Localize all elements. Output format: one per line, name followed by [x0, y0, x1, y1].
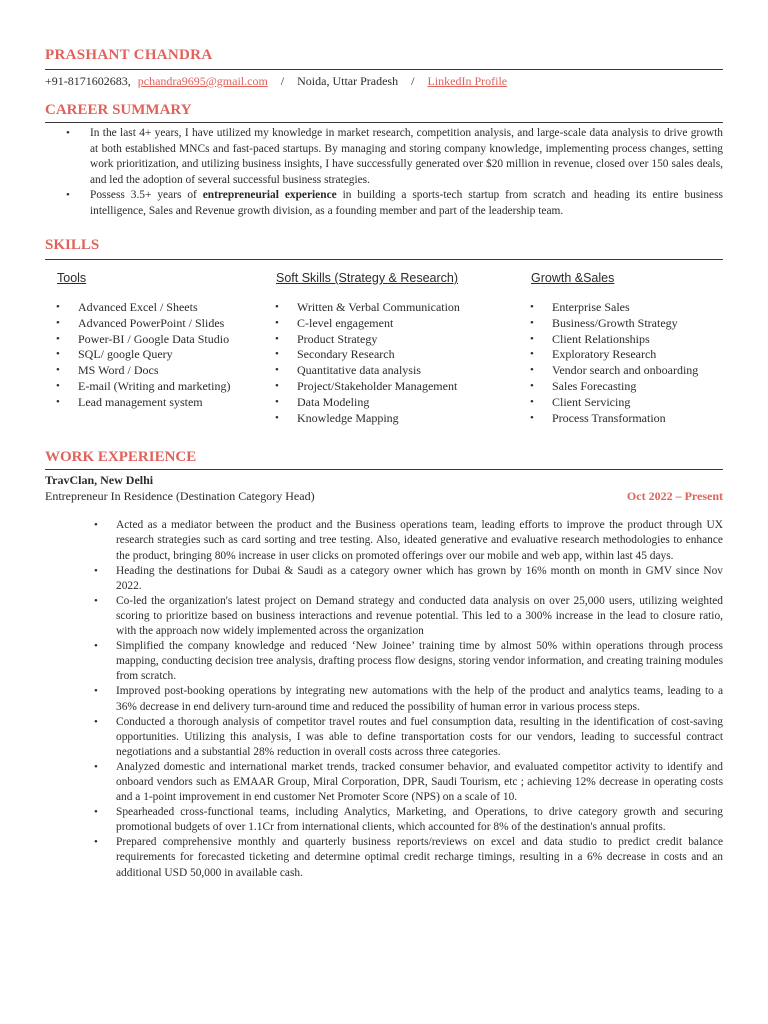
summary-emphasis: entrepreneurial experience — [202, 189, 337, 201]
skill-item: • Knowledge Mapping — [264, 411, 519, 427]
section-title-career-summary: CAREER SUMMARY — [45, 102, 192, 118]
divider — [45, 69, 723, 70]
resume-page — [45, 45, 723, 881]
skills-column-title: Growth &Sales — [531, 271, 615, 285]
skill-item: • Written & Verbal Communication — [264, 300, 519, 316]
job-header — [45, 472, 723, 504]
experience-bullet: • Acted as a mediator between the product and the Business operations team, leading efforts to improve the product through UX research strategies such as card sorting and tree testing. Also, ideated generative and evaluative research methodologies to enhance the product, bringing 80% increase in user clicks on promoted offerings over our mobile and web app, within last 45 days. — [45, 518, 723, 563]
experience-bullet: • Heading the destinations for Dubai & Saudi as a category owner which has grown by 16% month on month in GMV since Nov 2022. — [45, 564, 723, 594]
experience-bullet: • Improved post-booking operations by integrating new automations with the help of the product and analytics teams, leading to a 36% decrease in end delivery turn-around time and reduced the possibility of human error in various process steps. — [45, 684, 723, 714]
skill-item: • Power-BI / Google Data Studio — [45, 332, 264, 348]
skills-columns — [45, 270, 723, 426]
skill-item: • Client Relationships — [519, 332, 723, 348]
skill-item: • Process Transformation — [519, 411, 723, 427]
skills-list — [264, 300, 519, 426]
job-company: TravClan, New Delhi — [45, 473, 154, 488]
skill-item: • SQL/ google Query — [45, 347, 264, 363]
separator: / — [411, 74, 415, 88]
job-role: Entrepreneur In Residence (Destination Category Head) — [45, 489, 315, 504]
divider — [45, 122, 723, 123]
divider — [45, 259, 723, 260]
skill-item: • Project/Stakeholder Management — [264, 379, 519, 395]
skills-list — [45, 300, 264, 411]
location: Noida, Uttar Pradesh — [297, 74, 399, 88]
summary-item: • In the last 4+ years, I have utilized my knowledge in market research, competition analysis, and large-scale data analysis to drive growth at both established MNCs and fast-paced startups. By managing and storing company knowledge, implementing process changes, setting work prioritization, and utilizing business insights, I have successfully generated over $20 million in revenue, closed over 150 sales deals, and led the adoption of several successful business strategies. — [45, 126, 723, 188]
summary-list — [45, 126, 723, 219]
experience-bullet: • Spearheaded cross-functional teams, including Analytics, Marketing, and Operations, to drive category growth and securing promotional budgets of over 1.1Cr from international clients, which accounted for 8% of the destination's annual profits. — [45, 805, 723, 835]
skill-item: • Product Strategy — [264, 332, 519, 348]
skills-column-soft-skills — [264, 270, 519, 426]
phone-number: +91-8171602683, — [45, 74, 131, 88]
email-link[interactable]: pchandra9695@gmail.com — [137, 74, 268, 88]
contact-line — [45, 74, 723, 89]
skills-column-tools — [45, 270, 264, 426]
skill-item: • Advanced PowerPoint / Slides — [45, 316, 264, 332]
job-dates: Oct 2022 – Present — [626, 489, 723, 504]
skill-item: • E-mail (Writing and marketing) — [45, 379, 264, 395]
summary-text: in building a sports-tech startup from scratch and heading its entire business intelligence, Sales and Revenue growth division, as a founding member and part of the leadership team. — [90, 189, 723, 217]
skill-item: • Quantitative data analysis — [264, 363, 519, 379]
skills-section — [45, 236, 723, 426]
section-title-work-experience: WORK EXPERIENCE — [45, 449, 197, 466]
skill-item: • Client Servicing — [519, 395, 723, 411]
skill-item: • Enterprise Sales — [519, 300, 723, 316]
linkedin-link[interactable]: LinkedIn Profile — [427, 74, 508, 88]
experience-bullet: • Analyzed domestic and international market trends, tracked consumer behavior, and evaluated competitor activity to identify and onboard vendors such as EMAAR Group, Miral Corporation, DPR, Saudi Tourism, etc ; achieving 12% decrease in operating costs and a 1-point improvement in end customer Net Promoter Score (NPS) on a scale of 10. — [45, 760, 723, 805]
skills-list — [519, 300, 723, 426]
experience-bullet: • Conducted a thorough analysis of competitor travel routes and fuel consumption data, resulting in the identification of cost-saving opportunities. Utilizing this analysis, I was able to define transportation costs for our vendors, leading to successful contract negotiations and a substantial 28% reduction in overall costs across three categories. — [45, 715, 723, 760]
skill-item: • Business/Growth Strategy — [519, 316, 723, 332]
candidate-name: PRASHANT CHANDRA — [45, 47, 213, 63]
section-title-skills: SKILLS — [45, 237, 100, 253]
experience-bullet: • Simplified the company knowledge and reduced ‘New Joinee’ training time by almost 50% within operations through process mapping, conducting decision tree analysis, drafting process flow designs, storing vendor information, and creating training modules from scratch. — [45, 639, 723, 684]
summary-text: Possess 3.5+ years of — [90, 189, 203, 201]
skill-item: • Sales Forecasting — [519, 379, 723, 395]
career-summary-section — [45, 101, 723, 219]
skill-item: • Exploratory Research — [519, 347, 723, 363]
experience-bullet: • Prepared comprehensive monthly and quarterly business reports/reviews on excel and data studio to predict credit balance requirements for forecasted ticketing and determine optimal credit recharge timings, resulting in a 6% decrease in costs and an additional USD 50,000 in available cash. — [45, 835, 723, 880]
separator: / — [280, 74, 285, 88]
work-experience-section — [45, 448, 723, 880]
skill-item: • Advanced Excel / Sheets — [45, 300, 264, 316]
skills-column-growth-sales — [519, 270, 723, 426]
skill-item: • C-level engagement — [264, 316, 519, 332]
skill-item: • Vendor search and onboarding — [519, 363, 723, 379]
summary-item — [45, 188, 723, 219]
experience-bullets — [45, 518, 723, 880]
skill-item: • MS Word / Docs — [45, 363, 264, 379]
job-role-row — [45, 488, 723, 504]
skills-column-title: Soft Skills (Strategy & Research) — [276, 271, 459, 285]
experience-bullet: • Co-led the organization's latest project on Demand strategy and conducted data analysis on over 25,000 users, utilizing weighted scoring to prioritize based on business interactions and revenue potential. This led to a 300% increase in the lead to closure ratio, with the approach now widely implemented across the organization — [45, 594, 723, 639]
skill-item: • Lead management system — [45, 395, 264, 411]
skills-column-title: Tools — [57, 271, 87, 285]
divider — [45, 469, 723, 470]
skill-item: • Data Modeling — [264, 395, 519, 411]
skill-item: • Secondary Research — [264, 347, 519, 363]
